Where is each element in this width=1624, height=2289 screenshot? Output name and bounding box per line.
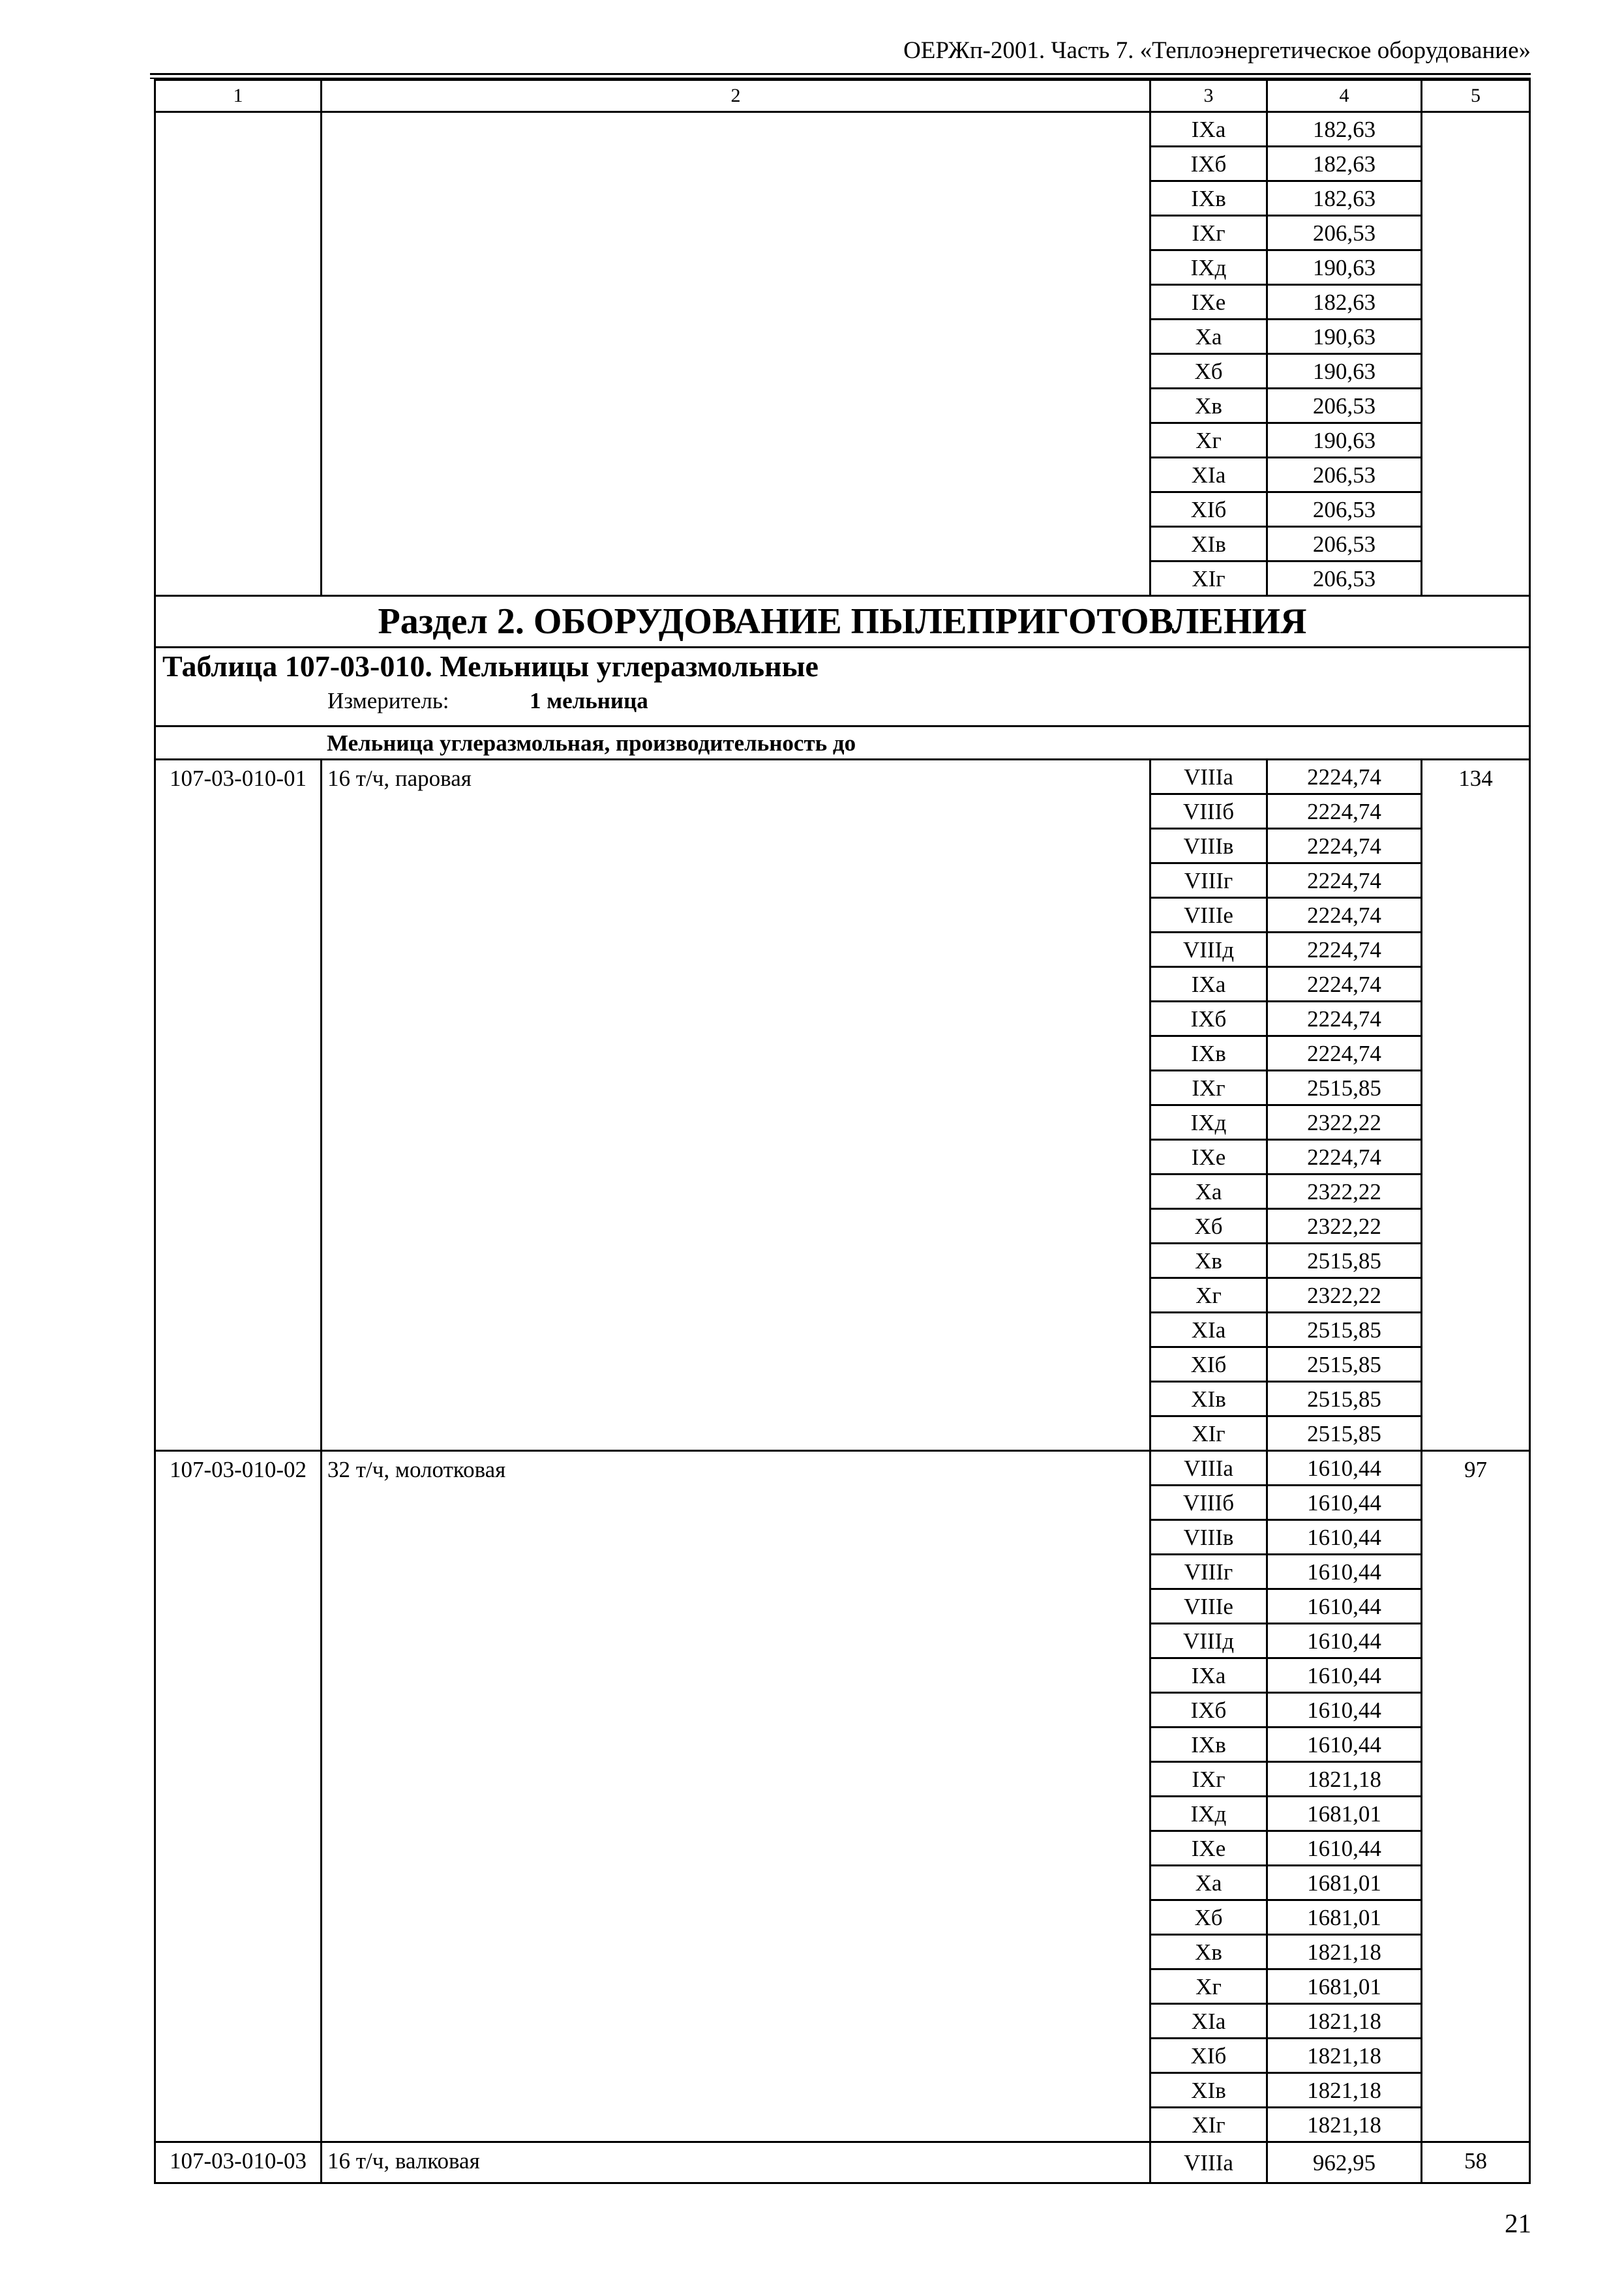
price-cell: 1821,18	[1267, 2073, 1422, 2108]
price-cell: 962,95	[1267, 2142, 1422, 2183]
price-cell: 2515,85	[1267, 1071, 1422, 1105]
column-number: 5	[1422, 80, 1530, 112]
price-cell: 2322,22	[1267, 1174, 1422, 1209]
zone-cell: VIIIг	[1150, 863, 1267, 898]
price-cell: 1681,01	[1267, 1797, 1422, 1831]
price-cell: 190,63	[1267, 354, 1422, 389]
price-cell: 2224,74	[1267, 898, 1422, 933]
price-cell: 1610,44	[1267, 1520, 1422, 1555]
zone-cell: XIб	[1150, 492, 1267, 527]
zone-cell: XIг	[1150, 561, 1267, 596]
price-cell: 206,53	[1267, 492, 1422, 527]
zone-cell: IXв	[1150, 1728, 1267, 1762]
price-cell: 206,53	[1267, 458, 1422, 492]
price-cell: 1610,44	[1267, 1831, 1422, 1866]
price-cell: 190,63	[1267, 320, 1422, 354]
column-number: 4	[1267, 80, 1422, 112]
zone-cell: XIа	[1150, 2004, 1267, 2039]
price-cell: 2322,22	[1267, 1209, 1422, 1244]
zone-cell: VIIIа	[1150, 760, 1267, 794]
zone-cell: IXв	[1150, 1036, 1267, 1071]
price-cell: 190,63	[1267, 250, 1422, 285]
column-numbers-row	[155, 80, 1530, 112]
zone-cell: Xв	[1150, 1935, 1267, 1969]
price-cell: 1681,01	[1267, 1900, 1422, 1935]
price-cell: 1610,44	[1267, 1728, 1422, 1762]
price-cell: 1610,44	[1267, 1555, 1422, 1589]
price-cell: 2515,85	[1267, 1244, 1422, 1278]
zone-cell: VIIIа	[1150, 2142, 1267, 2183]
zone-cell: VIIIв	[1150, 829, 1267, 863]
price-cell: 2224,74	[1267, 863, 1422, 898]
zone-cell: XIб	[1150, 2039, 1267, 2073]
price-cell: 2224,74	[1267, 760, 1422, 794]
zone-cell: XIв	[1150, 527, 1267, 561]
price-cell: 2224,74	[1267, 829, 1422, 863]
table-title: Таблица 107-03-010. Мельницы углеразмольные	[162, 650, 819, 683]
column-number: 1	[155, 80, 322, 112]
price-cell: 1821,18	[1267, 1762, 1422, 1797]
zone-cell: XIг	[1150, 2108, 1267, 2142]
zone-cell: Xв	[1150, 1244, 1267, 1278]
measure-line	[156, 685, 1529, 717]
zone-cell: IXв	[1150, 181, 1267, 216]
zone-cell: IXа	[1150, 1658, 1267, 1693]
price-cell: 1681,01	[1267, 1866, 1422, 1900]
price-cell: 1610,44	[1267, 1486, 1422, 1520]
zone-cell: XIб	[1150, 1347, 1267, 1382]
zone-cell: Xв	[1150, 389, 1267, 423]
col5-cell: 97	[1422, 1451, 1530, 2142]
zone-cell: Xб	[1150, 1900, 1267, 1935]
price-cell: 1821,18	[1267, 2108, 1422, 2142]
price-cell: 206,53	[1267, 561, 1422, 596]
zone-cell: Xа	[1150, 1866, 1267, 1900]
table-caption	[155, 648, 1530, 726]
price-cell: 2224,74	[1267, 1036, 1422, 1071]
zone-cell: Xг	[1150, 1278, 1267, 1313]
zone-cell: IXб	[1150, 147, 1267, 181]
zone-cell: IXе	[1150, 1140, 1267, 1174]
running-header: ОЕРЖп-2001. Часть 7. «Теплоэнергетическое оборудование»	[903, 37, 1531, 64]
zone-cell: Xб	[1150, 1209, 1267, 1244]
price-cell: 1821,18	[1267, 1935, 1422, 1969]
price-cell: 1610,44	[1267, 1693, 1422, 1728]
zone-cell: IXд	[1150, 1797, 1267, 1831]
zone-cell: IXг	[1150, 216, 1267, 250]
zone-cell: XIв	[1150, 2073, 1267, 2108]
name-cell: 16 т/ч, валковая	[322, 2142, 1150, 2183]
col5-cell	[1422, 112, 1530, 596]
group-title: Мельница углеразмольная, производительность до	[155, 726, 1530, 760]
zone-cell: Xб	[1150, 354, 1267, 389]
price-cell: 1610,44	[1267, 1451, 1422, 1486]
code-cell: 107-03-010-01	[155, 760, 322, 1451]
zone-cell: IXб	[1150, 1002, 1267, 1036]
code-cell: 107-03-010-03	[155, 2142, 322, 2183]
price-cell: 206,53	[1267, 527, 1422, 561]
zone-cell: IXе	[1150, 1831, 1267, 1866]
table-row	[155, 760, 1530, 794]
zone-cell: VIIIе	[1150, 898, 1267, 933]
price-cell: 1821,18	[1267, 2039, 1422, 2073]
header-rule	[150, 73, 1531, 75]
name-cell	[322, 112, 1150, 596]
zone-cell: VIIIд	[1150, 933, 1267, 967]
price-cell: 182,63	[1267, 181, 1422, 216]
code-cell	[155, 112, 322, 596]
price-cell: 1681,01	[1267, 1969, 1422, 2004]
zone-cell: IXд	[1150, 1105, 1267, 1140]
price-cell: 206,53	[1267, 389, 1422, 423]
price-cell: 182,63	[1267, 285, 1422, 320]
section-row	[155, 596, 1530, 648]
zone-cell: IXд	[1150, 250, 1267, 285]
price-cell: 1821,18	[1267, 2004, 1422, 2039]
name-cell: 16 т/ч, паровая	[322, 760, 1150, 1451]
price-cell: 2322,22	[1267, 1105, 1422, 1140]
price-cell: 2224,74	[1267, 1002, 1422, 1036]
price-cell: 2515,85	[1267, 1416, 1422, 1451]
zone-cell: VIIIб	[1150, 1486, 1267, 1520]
measure-label: Измеритель:	[327, 688, 449, 713]
price-cell: 182,63	[1267, 147, 1422, 181]
price-cell: 1610,44	[1267, 1624, 1422, 1658]
zone-cell: XIг	[1150, 1416, 1267, 1451]
column-number: 2	[322, 80, 1150, 112]
price-cell: 1610,44	[1267, 1589, 1422, 1624]
zone-cell: VIIIа	[1150, 1451, 1267, 1486]
code-cell: 107-03-010-02	[155, 1451, 322, 2142]
column-number: 3	[1150, 80, 1267, 112]
zone-cell: XIа	[1150, 1313, 1267, 1347]
price-cell: 206,53	[1267, 216, 1422, 250]
price-cell: 2224,74	[1267, 967, 1422, 1002]
name-cell: 32 т/ч, молотковая	[322, 1451, 1150, 2142]
zone-cell: VIIIг	[1150, 1555, 1267, 1589]
col5-cell: 58	[1422, 2142, 1530, 2183]
price-cell: 2322,22	[1267, 1278, 1422, 1313]
zone-cell: Xа	[1150, 1174, 1267, 1209]
table-row	[155, 112, 1530, 147]
zone-cell: IXа	[1150, 112, 1267, 147]
zone-cell: IXе	[1150, 285, 1267, 320]
zone-cell: VIIIб	[1150, 794, 1267, 829]
price-cell: 2224,74	[1267, 794, 1422, 829]
price-cell: 1610,44	[1267, 1658, 1422, 1693]
zone-cell: IXг	[1150, 1762, 1267, 1797]
table-row	[155, 2142, 1530, 2183]
price-cell: 190,63	[1267, 423, 1422, 458]
price-table	[154, 79, 1531, 2184]
price-cell: 182,63	[1267, 112, 1422, 147]
section-title: Раздел 2. ОБОРУДОВАНИЕ ПЫЛЕПРИГОТОВЛЕНИЯ	[155, 596, 1530, 648]
zone-cell: IXб	[1150, 1693, 1267, 1728]
measure-value: 1 мельница	[530, 688, 648, 713]
page-number: 21	[1505, 2208, 1531, 2238]
price-cell: 2224,74	[1267, 1140, 1422, 1174]
zone-cell: XIв	[1150, 1382, 1267, 1416]
group-row	[155, 726, 1530, 760]
col5-cell: 134	[1422, 760, 1530, 1451]
price-cell: 2224,74	[1267, 933, 1422, 967]
table-title-row	[155, 648, 1530, 726]
zone-cell: XIа	[1150, 458, 1267, 492]
zone-cell: Xг	[1150, 1969, 1267, 2004]
zone-cell: VIIIе	[1150, 1589, 1267, 1624]
zone-cell: Xа	[1150, 320, 1267, 354]
table-row	[155, 1451, 1530, 1486]
price-cell: 2515,85	[1267, 1382, 1422, 1416]
price-cell: 2515,85	[1267, 1313, 1422, 1347]
zone-cell: VIIIд	[1150, 1624, 1267, 1658]
zone-cell: Xг	[1150, 423, 1267, 458]
zone-cell: IXг	[1150, 1071, 1267, 1105]
zone-cell: VIIIв	[1150, 1520, 1267, 1555]
price-cell: 2515,85	[1267, 1347, 1422, 1382]
zone-cell: IXа	[1150, 967, 1267, 1002]
